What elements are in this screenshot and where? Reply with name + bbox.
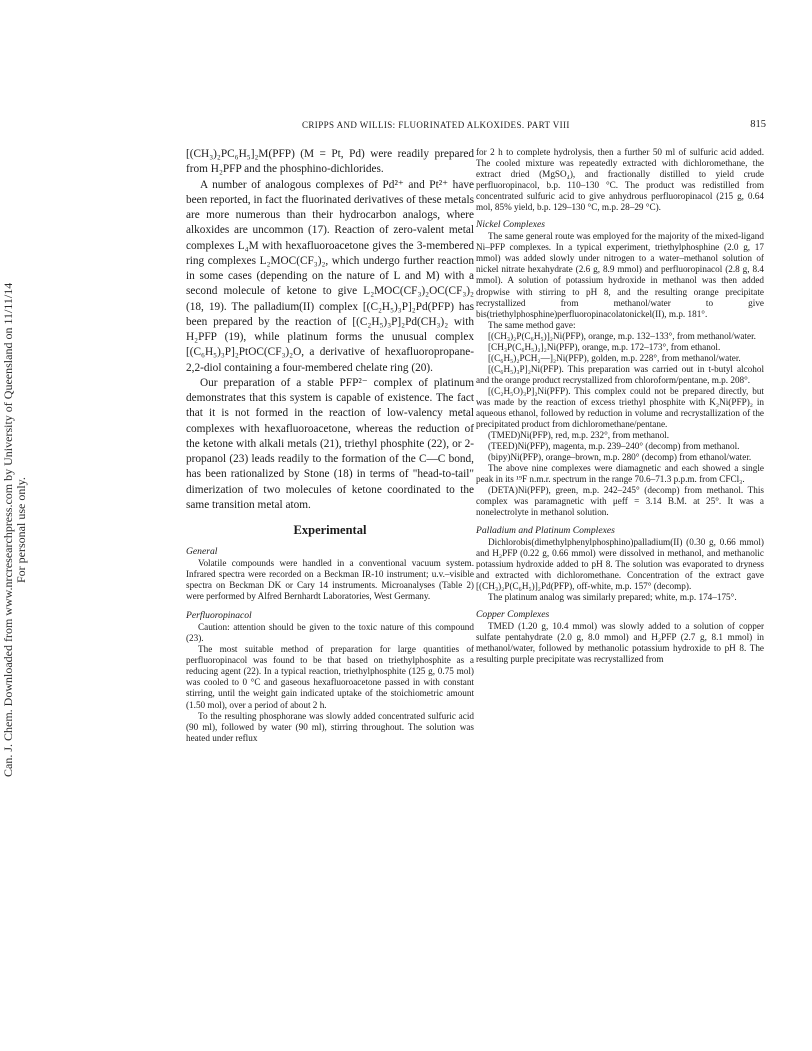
nickel-paragraph: [(CH₃)₂P(C₆H₅)]₂Ni(PFP), orange, m.p. 132–133°, from methanol/water. (488, 330, 756, 341)
preparation-paragraph: The most suitable method of preparation for large quantities of perfluoropinacol was found to be that based on triethylphosphite as a reducing agent (22). In a typical reaction, triethylphosphite (125 g, 0.75 mol) was cooled to 0 °C and gaseous hexafluoroacetone passed in with constant stirring, until the weight gain indicated uptake of the stoichiometric amount (1.50 mol), over a period of about 2 h. (186, 644, 474, 710)
nickel-paragraph: [CH₃P(C₆H₅)₂]₂Ni(PFP), orange, m.p. 172–173°, from ethanol. (488, 341, 721, 352)
nickel-paragraph: [(C₆H₅)₂PCH₂—]₂Ni(PFP), golden, m.p. 228°, from methanol/water. (488, 352, 741, 363)
right-column (476, 147, 764, 665)
perfluoropinacol-subheading: Perfluoropinacol (186, 610, 252, 622)
platinum-paragraph: The platinum analog was similarly prepared; white, m.p. 174–175°. (488, 591, 737, 602)
nickel-paragraph: [(C₂H₅O)₃P]₂Ni(PFP). This complex could not be prepared directly, but was made by the reaction of excess triethyl phosphite with K₂Ni(PFP)₂ in aqueous ethanol, followed by reduction in volume and recrystallization of the precipitated product from dichloromethane/pentane. (476, 385, 764, 430)
personal-use-line: For personal use only. (14, 477, 28, 583)
page-number: 815 (750, 119, 766, 130)
caution-paragraph: Caution: attention should be given to the toxic nature of this compound (23). (186, 622, 474, 644)
hydrolysis-paragraph: for 2 h to complete hydrolysis, then a further 50 ml of sulfuric acid added. The cooled mixture was repeatedly extracted with dichloromethane, the extract dried (MgSO₄), and fractionally distilled to yield crude perfluoropinacol, b.p. 110–130 °C. The product was redistilled from concentrated sulfuric acid to give anhydrous perfluoropinacol (215 g, 0.64 mol, 85% yield, b.p. 129–130 °C, m.p. 28–29 °C). (476, 147, 764, 213)
intro-paragraph-3: Our preparation of a stable PFP²⁻ complex of platinum demonstrates that this system is capable of existence. The fact that it is not formed in the reaction of low-valency metal complexes with hexafluoroacetone, whereas the reduction of the ketone with alkali metals (21), triethyl phosphite (22), or 2-propanol (23) leads readily to the formation of the C—C bond, has been rationalized by Stone (18) in terms of "head-to-tail" dimerization of two molecules of ketone coordinated to the same transition metal atom. (186, 376, 474, 511)
copper-subheading: Copper Complexes (476, 608, 550, 620)
nickel-paragraph: The same method gave: (488, 319, 576, 330)
phosphorane-paragraph: To the resulting phosphorane was slowly added concentrated sulfuric acid (90 ml), followed by water (90 ml), stirring throughout. The solution was heated under reflux (186, 710, 474, 743)
nickel-paragraph: [(C₆H₅)₃P]₂Ni(PFP). This preparation was carried out in t-butyl alcohol and the orange product recrystallized from chloroform/pentane, m.p. 208°. (476, 363, 764, 385)
palladium-paragraph: Dichlorobis(dimethylphenylphosphino)palladium(II) (0.30 g, 0.66 mmol) and H₂PFP (0.22 g, 0.66 mmol) were dissolved in methanol, and methanolic potassium hydroxide added to pH 8. The solution was evaporated to dryness and extracted with dichloromethane. Concentration of the extract gave [(CH₃)₂P(C₆H₅)]₂Pd(PFP), off-white, m.p. 157° (decomp). (476, 536, 764, 591)
nickel-paragraph: (TEED)Ni(PFP), magenta, m.p. 239–240° (decomp) from methanol. (488, 441, 740, 452)
nickel-paragraph: The above nine complexes were diamagnetic and each showed a single peak in its ¹⁹F n.m.r. spectrum in the range 70.6–71.3 p.p.m. from CFCl₃. (476, 463, 764, 485)
general-paragraph: Volatile compounds were handled in a conventional vacuum system. Infrared spectra were recorded on a Beckman IR-10 instrument; u.v.–visible spectra on Beckman DK or Cary 14 instruments. Microanalyses (Table 2) were performed by Alfred Bernhardt Laboratories, West Germany. (186, 558, 474, 602)
nickel-paragraph: (TMED)Ni(PFP), red, m.p. 232°, from methanol. (488, 430, 670, 441)
nickel-subheading: Nickel Complexes (476, 219, 545, 231)
page-header (152, 120, 788, 136)
intro-paragraph-1: [(CH₃)₂PC₆H₅]₂M(PFP) (M = Pt, Pd) were readily prepared from H₂PFP and the phosphino-dichlorides. (186, 148, 474, 176)
left-column (186, 147, 474, 744)
download-notice-line: Can. J. Chem. Downloaded from www.nrcresearchpress.com by University of Queensland on 11/11/14 (1, 282, 15, 778)
experimental-heading: Experimental (293, 523, 367, 537)
nickel-paragraph: (DETA)Ni(PFP), green, m.p. 242–245° (decomp) from methanol. This complex was paramagnetic with μeff = 3.14 B.M. at 25°. It was a nonelectrolyte in methanol solution. (476, 485, 764, 518)
nickel-paragraph: (bipy)Ni(PFP), orange–brown, m.p. 280° (decomp) from ethanol/water. (488, 452, 752, 463)
palladium-platinum-subheading: Palladium and Platinum Complexes (476, 524, 615, 536)
download-notice-sidebar (2, 250, 28, 810)
intro-paragraph-2: A number of analogous complexes of Pd²⁺ and Pt²⁺ have been reported, in fact the fluorinated derivatives of these metals are more numerous than their hydrocarbon analogs, where alkoxides are uncommon (17). Reaction of zero-valent metal complexes L₄M with hexafluoroacetone gives the 3-membered ring complexes L₂MOC(CF₃)₂, which undergo further reaction in some cases (depending on the nature of L and M) with a second molecule of ketone to give L₂MOC(CF₃)₂OC(CF₃)₂ (18, 19). The palladium(II) complex [(C₂H₅)₃P]₂Pd(PFP) has been prepared by the reaction of [(C₂H₅)₃P]₂Pd(CH₃)₂ with H₂PFP (19), while platinum forms the unusual complex [(C₆H₅)₃P]₂PtOC(CF₃)₂O, a derivative of hexafluoropropane-2,2-diol containing a four-membered chelate ring (20). (186, 178, 474, 374)
general-subheading: General (186, 546, 218, 557)
nickel-paragraph: The same general route was employed for the majority of the mixed-ligand Ni–PFP complexes. In a typical experiment, triethylphosphine (2.0 g, 17 mmol) was added slowly under nitrogen to a water–methanol solution of nickel nitrate hexahydrate (2.6 g, 8.9 mmol) and perfluoropinacol (2.8 g, 8.4 mmol). A solution of potassium hydroxide in methanol was then added dropwise with stirring to pH 8, and the resulting orange precipitate recrystallized from methanol/water to give bis(triethylphosphine)perfluoropinacolatonickel(II), m.p. 181°. (476, 231, 764, 319)
copper-paragraph: TMED (1.20 g, 10.4 mmol) was slowly added to a solution of copper sulfate pentahydrate (2.0 g, 8.0 mmol) and H₂PFP (2.7 g, 8.1 mmol) in methanol/water, followed by methanolic potassium hydroxide to pH 8. The resulting purple precipitate was recrystallized from (476, 620, 764, 664)
running-head: CRIPPS AND WILLIS: FLUORINATED ALKOXIDES. PART VIII (302, 120, 570, 130)
